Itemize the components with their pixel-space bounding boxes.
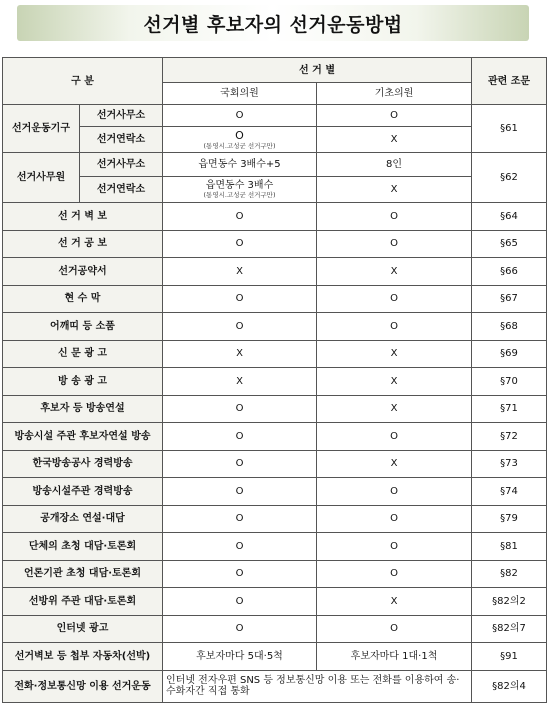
national-value: O [163, 423, 317, 451]
ref-value: §69 [472, 340, 547, 368]
table-row [3, 258, 547, 286]
national-value [163, 177, 317, 203]
national-value: O [163, 560, 317, 588]
local-value: X [317, 368, 472, 396]
row-label: 선 거 공 보 [3, 230, 163, 258]
group-label: 선거운동기구 [3, 105, 80, 153]
row-label: 어깨띠 등 소품 [3, 313, 163, 341]
row-label: 인터넷 광고 [3, 615, 163, 643]
row-label: 방송시설주관 경력방송 [3, 478, 163, 506]
table-row [3, 615, 547, 643]
sub-label: 선거연락소 [80, 177, 163, 203]
merged-value: 인터넷 전자우편 SNS 등 정보통신망 이용 또는 전화를 이용하여 송·수화자간 직접 통화 [163, 670, 472, 702]
ref-value: §74 [472, 478, 547, 506]
local-value: X [317, 177, 472, 203]
national-value: O [163, 615, 317, 643]
table-row [3, 505, 547, 533]
table-row [3, 423, 547, 451]
local-value: 후보자마다 1대·1척 [317, 643, 472, 671]
national-value: O [163, 533, 317, 561]
sub-label: 선거연락소 [80, 127, 163, 153]
national-note: (통영시.고성군 선거구만) [203, 191, 276, 199]
table-row [3, 313, 547, 341]
local-value: X [317, 340, 472, 368]
table-row [3, 285, 547, 313]
table-row [3, 478, 547, 506]
national-value: O [163, 478, 317, 506]
row-label: 선거벽보 등 첩부 자동차(선박) [3, 643, 163, 671]
row-label: 선방위 주관 대담·토론회 [3, 588, 163, 616]
national-value: X [163, 258, 317, 286]
national-value: O [163, 230, 317, 258]
ref-value: §82의7 [472, 615, 547, 643]
national-value: O [163, 285, 317, 313]
group-label: 선거사무원 [3, 153, 80, 203]
ref-value: §73 [472, 450, 547, 478]
national-value: O [163, 395, 317, 423]
table-row [3, 230, 547, 258]
ref-value: §91 [472, 643, 547, 671]
ref-value: §67 [472, 285, 547, 313]
national-value: O [163, 105, 317, 127]
page-title: 선거별 후보자의 선거운동방법 [143, 13, 403, 36]
local-value: X [317, 450, 472, 478]
local-value: X [317, 395, 472, 423]
table-row [3, 560, 547, 588]
table-row [3, 203, 547, 231]
table-row [3, 368, 547, 396]
ref-value: §61 [472, 105, 547, 153]
row-label: 선 거 벽 보 [3, 203, 163, 231]
title-banner [17, 5, 529, 41]
header-row [3, 58, 547, 83]
row-label: 현 수 막 [3, 285, 163, 313]
ref-value: §64 [472, 203, 547, 231]
row-label: 언론기관 초청 대담·토론회 [3, 560, 163, 588]
ref-value: §71 [472, 395, 547, 423]
row-label: 전화·정보통신망 이용 선거운동 [3, 670, 163, 702]
ref-value: §72 [472, 423, 547, 451]
national-note: (통영시.고성군 선거구만) [203, 141, 276, 150]
national-value [163, 127, 317, 153]
ref-value: §66 [472, 258, 547, 286]
local-value: O [317, 285, 472, 313]
national-text: 읍면동수 3배수 [205, 180, 274, 191]
ref-value: §81 [472, 533, 547, 561]
row-label: 단체의 초청 대담·토론회 [3, 533, 163, 561]
national-value: 후보자마다 5대·5척 [163, 643, 317, 671]
national-value: O [163, 203, 317, 231]
national-value: X [163, 368, 317, 396]
local-value: O [317, 533, 472, 561]
local-value: X [317, 127, 472, 153]
national-value: O [163, 588, 317, 616]
ref-value: §65 [472, 230, 547, 258]
row-label: 후보자 등 방송연설 [3, 395, 163, 423]
local-value: O [317, 105, 472, 127]
table-row [3, 533, 547, 561]
ref-value: §62 [472, 153, 547, 203]
local-value: O [317, 505, 472, 533]
sub-label: 선거사무소 [80, 105, 163, 127]
ref-value: §82의4 [472, 670, 547, 702]
table-row [3, 127, 547, 153]
local-value: O [317, 203, 472, 231]
local-value: X [317, 258, 472, 286]
row-label: 방 송 광 고 [3, 368, 163, 396]
campaign-methods-table [2, 57, 547, 703]
local-value: O [317, 230, 472, 258]
local-value: O [317, 313, 472, 341]
table-row [3, 395, 547, 423]
national-mark: O [235, 128, 244, 142]
table-row [3, 670, 547, 702]
national-value: O [163, 450, 317, 478]
header-election: 선 거 별 [163, 58, 472, 83]
ref-value: §82의2 [472, 588, 547, 616]
national-value: O [163, 313, 317, 341]
local-value: X [317, 588, 472, 616]
row-label: 공개장소 연설·대담 [3, 505, 163, 533]
sub-label: 선거사무소 [80, 153, 163, 177]
table-row [3, 643, 547, 671]
national-value: O [163, 505, 317, 533]
local-value: O [317, 615, 472, 643]
table-row [3, 177, 547, 203]
header-local: 기초의원 [317, 83, 472, 105]
local-value: 8인 [317, 153, 472, 177]
ref-value: §82 [472, 560, 547, 588]
table-row [3, 450, 547, 478]
national-value: 읍면동수 3배수+5 [163, 153, 317, 177]
header-category: 구 분 [3, 58, 163, 105]
table-row [3, 588, 547, 616]
table-row [3, 340, 547, 368]
row-label: 선거공약서 [3, 258, 163, 286]
header-ref: 관련 조문 [472, 58, 547, 105]
local-value: O [317, 560, 472, 588]
local-value: O [317, 423, 472, 451]
row-label: 한국방송공사 경력방송 [3, 450, 163, 478]
row-label: 방송시설 주관 후보자연설 방송 [3, 423, 163, 451]
national-value: X [163, 340, 317, 368]
ref-value: §79 [472, 505, 547, 533]
table-row [3, 105, 547, 127]
header-national: 국회의원 [163, 83, 317, 105]
table-row [3, 153, 547, 177]
local-value: O [317, 478, 472, 506]
ref-value: §70 [472, 368, 547, 396]
row-label: 신 문 광 고 [3, 340, 163, 368]
ref-value: §68 [472, 313, 547, 341]
